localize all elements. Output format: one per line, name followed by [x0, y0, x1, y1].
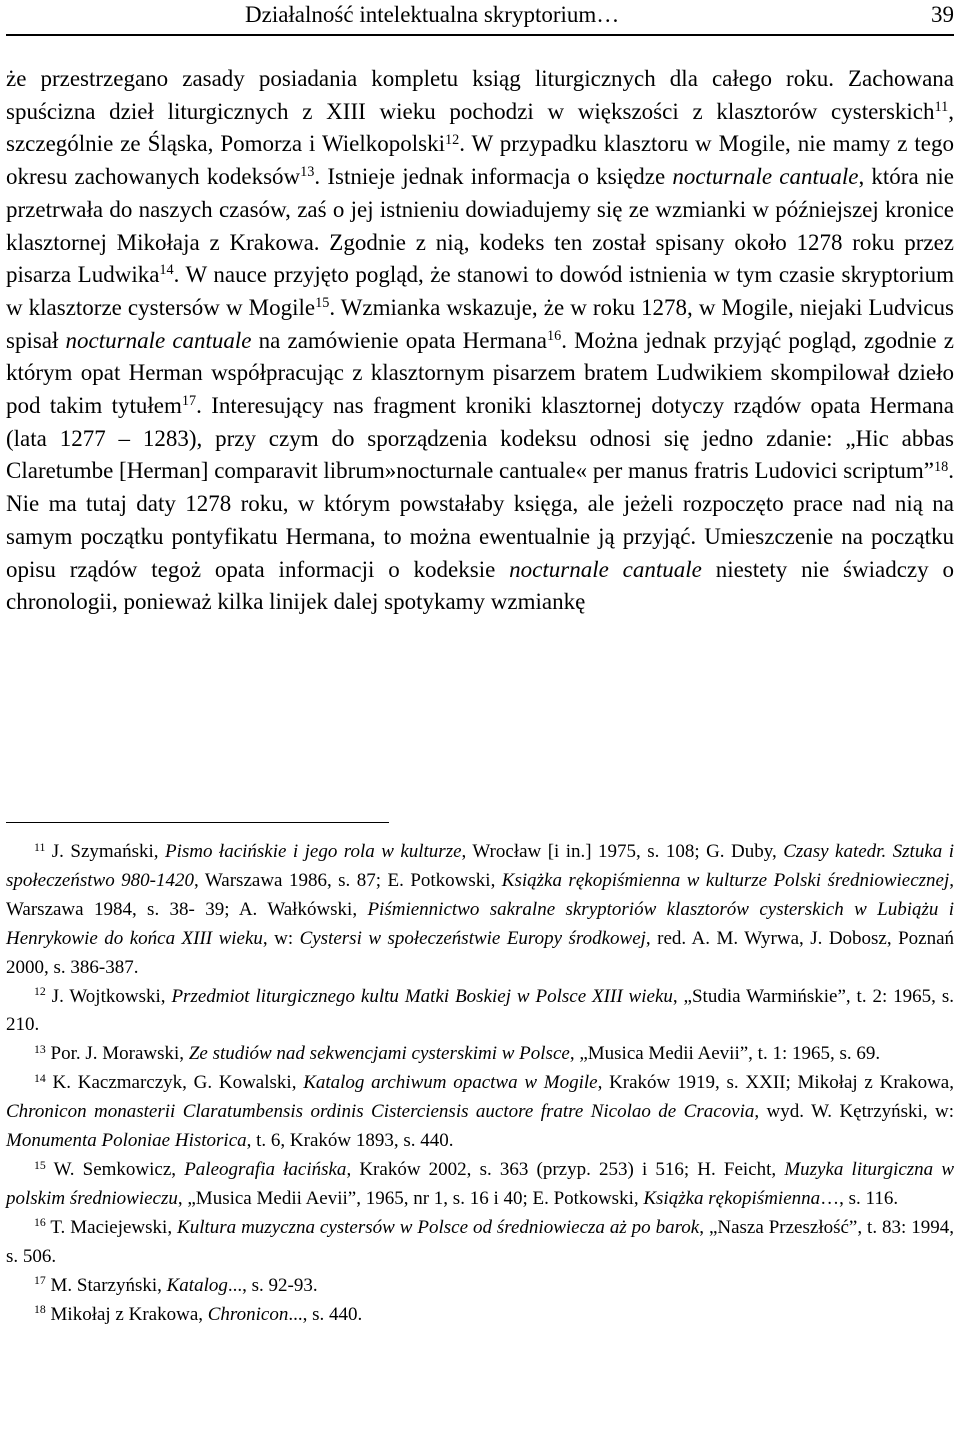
- footnote-ref-14: 14: [159, 262, 174, 279]
- footnote-text: K. Kaczmarczyk, G. Kowalski,: [45, 1072, 304, 1094]
- footnote-text: T. Maciejewski,: [45, 1216, 178, 1238]
- footnote-text: , „Musica Medii Aevii”, 1965, nr 1, s. 16 i 40; E. Potkowski,: [177, 1187, 644, 1209]
- footnote-title: Pismo łacińskie i jego rola w kulturze: [164, 841, 462, 862]
- text-segment: , szczególnie ze Śląska, Pomorza i Wielkopolski: [6, 98, 954, 157]
- footnote-text: ..., s. 440.: [288, 1303, 363, 1325]
- header-rule: [6, 34, 954, 36]
- footnote-title: Katalog: [166, 1274, 228, 1296]
- footnote-text: Por. J. Morawski,: [45, 1043, 189, 1065]
- footnote-title: Monumenta Poloniae Historica: [6, 1130, 247, 1152]
- text-segment: . Istnieje jednak informacja o księdze: [314, 164, 673, 190]
- footnote-13: [6, 1040, 954, 1069]
- footnote-text: …, s. 116.: [820, 1187, 899, 1209]
- footnote-title: Cystersi w społeczeństwie Europy środkowej: [299, 927, 646, 949]
- footnote-text: , w:: [262, 927, 300, 949]
- footnote-14: [6, 1069, 954, 1156]
- italic-term: nocturnale cantuale: [65, 327, 252, 353]
- footnote-separator: [6, 822, 389, 823]
- footnote-text: , Wrocław [i in.] 1975, s. 108; G. Duby,: [461, 841, 784, 862]
- footnote-ref-13: 13: [300, 164, 315, 181]
- footnote-title: Katalog archiwum opactwa w Mogile: [303, 1072, 598, 1094]
- footnote-title: Chronicon: [207, 1303, 289, 1325]
- footnote-number: 16: [34, 1216, 46, 1230]
- text-segment: na zamówienie opata Hermana: [251, 327, 547, 353]
- text-segment: . Można jednak przyjąć pogląd, zgodnie z którym opat Herman współpracując z klasztornym pisarzem bratem Ludwikiem skompilował dzieło pod takim tytułem: [6, 327, 954, 419]
- text-segment: . Interesujący nas fragment kroniki klasztornej dotyczy rządów opata Hermana (lata 1277 – 1283), przy czym do sporządzenia kodeksu odnosi się jedno zdanie: „Hic abbas Claretumbe [Herman] comparavit librum»nocturnale cantuale« per manus fratris Ludovici scriptum”: [6, 393, 954, 484]
- footnote-text: ..., s. 92-93.: [227, 1274, 318, 1296]
- footnote-number: 15: [34, 1158, 46, 1172]
- footnote-ref-17: 17: [181, 393, 197, 410]
- footnote-title: Muzyka liturgiczna w polskim średniowieczu: [6, 1158, 954, 1209]
- text-segment: . Wzmianka wskazuje, że w roku 1278, w Mogile, niejaki Ludvicus spisał: [6, 294, 954, 353]
- text-segment: że przestrzegano zasady posiadania kompletu ksiąg liturgicznych dla całego roku. Zachowana spuścizna dzieł liturgicznych z XIII wieku pochodzi w większości z klasztorów cysterskich: [6, 66, 954, 124]
- main-paragraph: [6, 63, 954, 619]
- footnote-text: , Warszawa 1986, s. 87; E. Potkowski,: [194, 869, 502, 891]
- footnote-title: Przedmiot liturgicznego kultu Matki Boskiej w Polsce XIII wieku: [171, 985, 673, 1007]
- text-segment: . Nie ma tutaj daty 1278 roku, w którym powstałaby księga, ale jeżeli rozpoczęto prace nad nią na samym początku pontyfikatu Hermana, to można ewentualnie ją przyjąć. Umieszczenie na początku opisu rządów tegoż opata informacji o kodeksie: [6, 458, 954, 582]
- footnote-title: Chronicon monasterii Claratumbensis ordinis Cisterciensis auctore fratre Nicolao de Cracovia: [6, 1101, 755, 1123]
- footnote-text: , t. 6, Kraków 1893, s. 440.: [246, 1130, 454, 1152]
- footnote-title: Kultura muzyczna cystersów w Polsce od średniowiecza aż po barok: [177, 1216, 700, 1238]
- footnote-title: Piśmiennictwo sakralne skryptoriów klasztorów cysterskich w Lubiążu i Henrykowie do końca XIII wieku: [6, 898, 954, 949]
- text-segment: niestety nie świadczy o chronologii, ponieważ kilka linijek dalej spotykamy wzmiankę: [6, 556, 954, 615]
- page-number: 39: [931, 2, 954, 27]
- footnote-number: 18: [34, 1303, 46, 1317]
- text-segment: , która nie przetrwała do naszych czasów, zaś o jej istnieniu dowiadujemy się ze wzmianki w późniejszej kronice klasztornej Mikołaja z Krakowa. Zgodnie z nią, kodeks ten został spisany około 1278 roku przez pisarza Ludwika: [6, 164, 954, 288]
- footnote-title: Książka rękopiśmienna: [643, 1187, 821, 1209]
- footnote-16: [6, 1214, 954, 1272]
- footnote-18: [6, 1301, 954, 1330]
- footnote-text: , Kraków 1919, s. XXII; Mikołaj z Krakowa,: [597, 1072, 954, 1094]
- footnote-text: W. Semkowicz,: [45, 1158, 185, 1180]
- footnote-number: 13: [34, 1042, 46, 1056]
- footnote-ref-18: 18: [934, 458, 949, 475]
- footnote-text: J. Szymański,: [45, 841, 165, 862]
- footnote-ref-11: 11: [934, 98, 949, 115]
- footnote-number: 12: [34, 985, 46, 999]
- footnotes: [6, 838, 954, 1329]
- footnote-15: [6, 1156, 954, 1214]
- footnote-ref-16: 16: [546, 327, 562, 344]
- footnote-text: , „Musica Medii Aevii”, t. 1: 1965, s. 69.: [569, 1043, 881, 1065]
- footnote-text: , „Studia Warmińskie”, t. 2: 1965, s. 210.: [6, 985, 954, 1036]
- footnote-text: M. Starzyński,: [45, 1274, 167, 1296]
- footnote-title: Ze studiów nad sekwencjami cysterskimi w Polsce: [188, 1043, 570, 1065]
- footnote-ref-15: 15: [315, 295, 330, 312]
- text-segment: . W przypadku klasztoru w Mogile, nie mamy z tego okresu zachowanych kodeksów: [6, 131, 954, 190]
- italic-term: nocturnale cantuale: [509, 556, 702, 582]
- footnote-number: 14: [34, 1071, 46, 1085]
- footnote-11: [6, 838, 954, 983]
- footnote-number: 17: [34, 1274, 46, 1288]
- text-segment: . W nauce przyjęto pogląd, że stanowi to dowód istnienia w tym czasie skryptorium w klasztorze cystersów w Mogile: [6, 262, 954, 320]
- footnote-title: Książka rękopiśmienna w kulturze Polski średniowiecznej: [501, 869, 950, 891]
- italic-term: nocturnale cantuale: [672, 164, 859, 190]
- footnote-text: , Warszawa 1984, s. 38- 39; A. Wałkówski,: [6, 869, 955, 920]
- footnote-text: Mikołaj z Krakowa,: [45, 1303, 208, 1325]
- running-header-title: Działalność intelektualna skryptorium…: [245, 2, 620, 27]
- footnote-17: [6, 1272, 954, 1301]
- footnote-number: 11: [34, 840, 46, 854]
- footnote-text: , Kraków 2002, s. 363 (przyp. 253) i 516; H. Feicht,: [346, 1158, 785, 1180]
- footnote-text: , „Nasza Przeszłość”, t. 83: 1994, s. 506.: [6, 1216, 954, 1267]
- footnote-title: Paleografia łacińska: [184, 1158, 347, 1180]
- footnote-text: J. Wojtkowski,: [45, 985, 172, 1007]
- footnote-ref-12: 12: [444, 131, 460, 148]
- footnote-12: [6, 983, 954, 1041]
- running-header: [0, 0, 960, 40]
- footnote-title: Czasy katedr. Sztuka i społeczeństwo 980-1420: [6, 841, 954, 891]
- footnote-text: , red. A. M. Wyrwa, J. Dobosz, Poznań 2000, s. 386-387.: [6, 927, 955, 978]
- footnote-text: , wyd. W. Kętrzyński, w:: [754, 1101, 954, 1123]
